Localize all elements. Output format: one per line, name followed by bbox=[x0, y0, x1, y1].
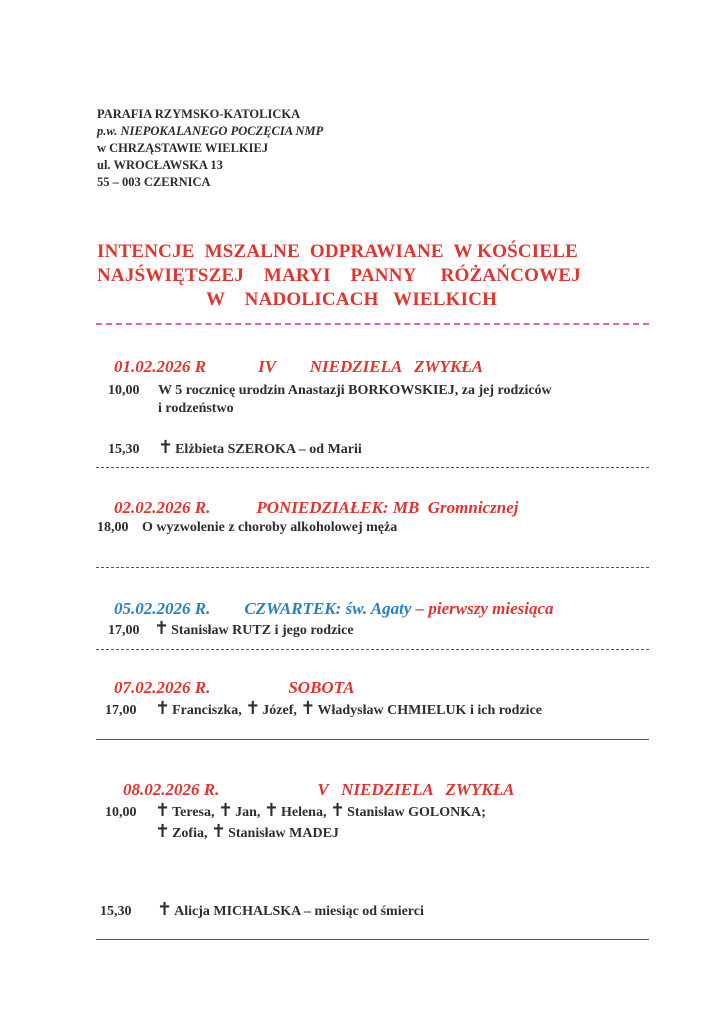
section-divider bbox=[96, 467, 649, 468]
day-date: 05.02.2026 R. bbox=[114, 599, 211, 618]
document-title bbox=[97, 240, 647, 312]
intention-name: Teresa, bbox=[172, 805, 215, 820]
day-name: PONIEDZIAŁEK: MB Gromnicznej bbox=[256, 498, 519, 517]
intention-text: W 5 rocznicę urodzin Anastazji BORKOWSKIEJ, za jej rodziców bbox=[158, 383, 552, 398]
intention-text: Alicja MICHALSKA – miesiąc od śmierci bbox=[174, 904, 424, 919]
day-name-suffix: – pierwszy miesiąca bbox=[411, 599, 554, 618]
parish-postcode: 55 – 003 CZERNICA bbox=[97, 175, 211, 189]
intention-continued bbox=[105, 822, 650, 843]
day-date: 02.02.2026 R. bbox=[114, 498, 211, 517]
intention-name: Helena, bbox=[280, 805, 327, 820]
intention-name: Zofia, bbox=[172, 826, 208, 841]
intention-text: O wyzwolenie z choroby alkoholowej męża bbox=[142, 520, 398, 535]
intention-name: Jan, bbox=[235, 805, 261, 820]
day-name: IV NIEDZIELA ZWYKŁA bbox=[258, 357, 484, 376]
day-name: V NIEDZIELA ZWYKŁA bbox=[317, 780, 515, 799]
mass-time: 15,30 bbox=[100, 904, 132, 919]
mass-intention bbox=[108, 619, 354, 640]
section-divider bbox=[96, 939, 649, 940]
intention-text-continued: i rodzeństwo bbox=[158, 401, 234, 416]
parish-address bbox=[97, 106, 323, 191]
mass-intention bbox=[100, 900, 424, 921]
section-divider bbox=[96, 567, 649, 568]
parish-name: PARAFIA RZYMSKO-KATOLICKA bbox=[97, 107, 301, 121]
cross-icon: ✝ bbox=[210, 821, 227, 841]
mass-intention bbox=[108, 382, 653, 418]
intention-name: Władysław CHMIELUK i ich rodzice bbox=[317, 703, 543, 718]
cross-icon: ✝ bbox=[300, 698, 316, 718]
parish-town: w CHRZĄSTAWIE WIELKIEJ bbox=[97, 141, 269, 155]
cross-icon: ✝ bbox=[155, 800, 171, 820]
title-divider bbox=[96, 323, 649, 325]
title-line-2: NAJŚWIĘTSZEJ MARYI PANNY RÓŻAŃCOWEJ bbox=[97, 265, 581, 286]
day-name: CZWARTEK: św. Agaty bbox=[244, 599, 412, 618]
section-divider bbox=[96, 739, 649, 740]
parish-street: ul. WROCŁAWSKA 13 bbox=[97, 158, 223, 172]
day-name: SOBOTA bbox=[288, 678, 355, 697]
title-line-1: INTENCJE MSZALNE ODPRAWIANE W KOŚCIELE bbox=[97, 241, 579, 262]
mass-time: 15,30 bbox=[108, 442, 140, 457]
mass-time: 10,00 bbox=[108, 383, 140, 398]
cross-icon: ✝ bbox=[154, 618, 170, 638]
mass-intention bbox=[105, 699, 542, 720]
mass-intention bbox=[105, 801, 650, 843]
intention-text: Stanisław RUTZ i jego rodzice bbox=[171, 623, 354, 638]
cross-icon: ✝ bbox=[329, 800, 346, 820]
cross-icon: ✝ bbox=[155, 698, 171, 718]
cross-icon: ✝ bbox=[263, 800, 279, 820]
cross-icon: ✝ bbox=[155, 821, 171, 841]
mass-intention bbox=[108, 438, 362, 459]
section-divider bbox=[96, 649, 649, 650]
day-date: 07.02.2026 R. bbox=[114, 678, 211, 697]
day-date: 01.02.2026 R bbox=[114, 357, 207, 376]
cross-icon: ✝ bbox=[158, 437, 174, 457]
cross-icon: ✝ bbox=[245, 698, 261, 718]
intention-name: Franciszka, bbox=[172, 703, 242, 718]
mass-time: 17,00 bbox=[105, 703, 137, 718]
mass-intention bbox=[97, 519, 397, 537]
cross-icon: ✝ bbox=[217, 800, 234, 820]
title-line-3: W NADOLICACH WIELKICH bbox=[206, 289, 498, 310]
mass-time: 10,00 bbox=[105, 805, 137, 820]
cross-icon: ✝ bbox=[157, 899, 173, 919]
parish-patron: p.w. NIEPOKALANEGO POCZĘCIA NMP bbox=[97, 124, 324, 138]
intention-name: Józef, bbox=[262, 703, 297, 718]
intention-name: Stanisław MADEJ bbox=[228, 826, 339, 841]
intention-text: Elżbieta SZEROKA – od Marii bbox=[175, 442, 362, 457]
mass-time: 18,00 bbox=[97, 520, 129, 535]
day-date: 08.02.2026 R. bbox=[123, 780, 220, 799]
mass-time: 17,00 bbox=[108, 623, 140, 638]
intention-name: Stanisław GOLONKA; bbox=[347, 805, 486, 820]
